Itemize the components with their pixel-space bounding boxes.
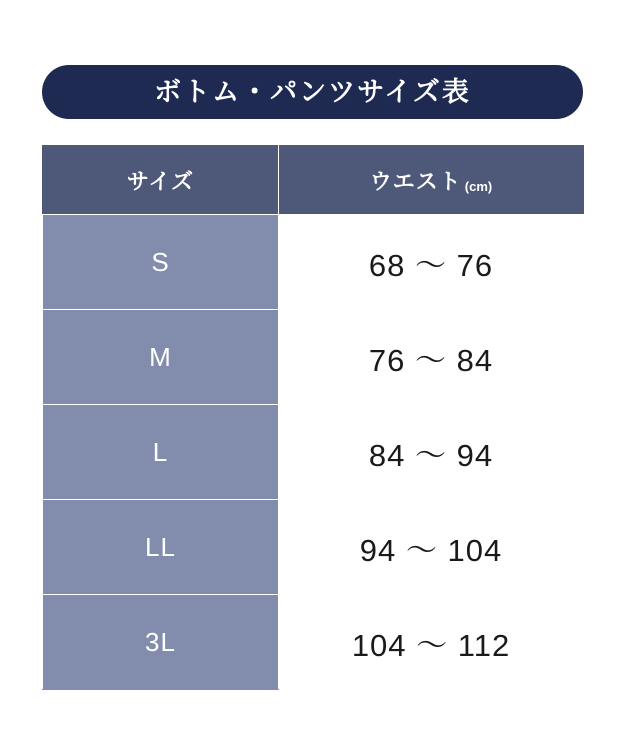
cell-size: M [43, 310, 279, 405]
column-header-size [43, 146, 279, 215]
table-row [43, 595, 584, 690]
table-row [43, 310, 584, 405]
cell-size: L [43, 405, 279, 500]
table-row [43, 405, 584, 500]
cell-size: LL [43, 500, 279, 595]
cell-waist: 104 〜 112 [279, 595, 584, 690]
column-header-waist-unit: (cm) [464, 178, 493, 194]
size-table [42, 145, 584, 690]
table-header-row [43, 146, 584, 215]
page-title: ボトム・パンツサイズ表 [154, 76, 471, 107]
column-header-waist-label: ウエスト [369, 168, 462, 194]
cell-size: S [43, 215, 279, 310]
cell-waist: 76 〜 84 [279, 310, 584, 405]
table-row [43, 500, 584, 595]
cell-waist: 84 〜 94 [279, 405, 584, 500]
column-header-waist [279, 146, 584, 215]
cell-waist: 68 〜 76 [279, 215, 584, 310]
cell-waist: 94 〜 104 [279, 500, 584, 595]
title-banner [42, 65, 583, 119]
column-header-size-label: サイズ [126, 168, 195, 194]
table-row [43, 215, 584, 310]
cell-size: 3L [43, 595, 279, 690]
